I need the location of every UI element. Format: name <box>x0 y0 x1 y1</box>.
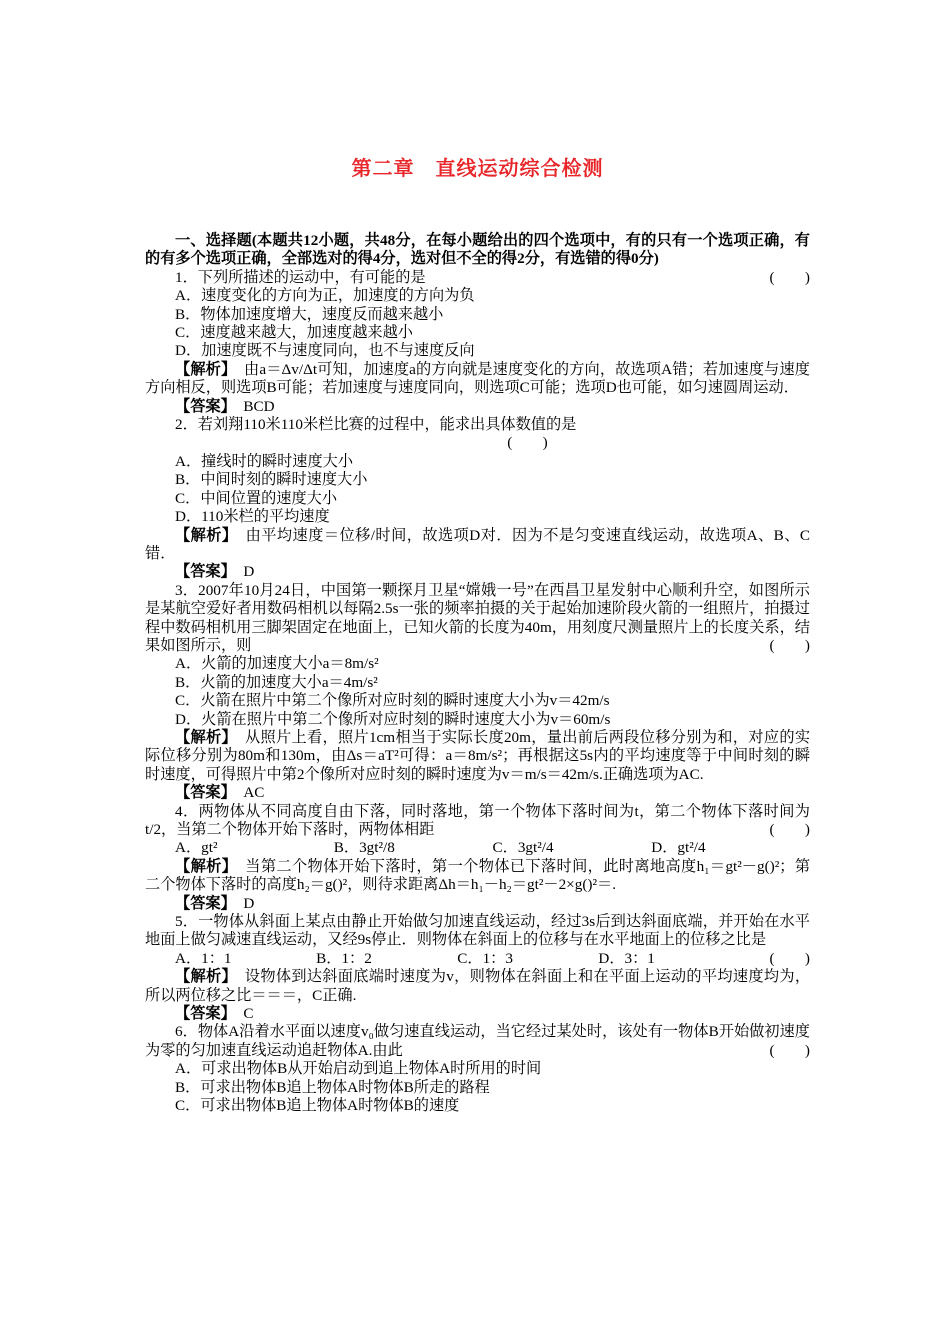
question-1-option-c: C．速度越来越大，加速度越来越小 <box>175 324 413 342</box>
question-3-answer <box>145 784 810 802</box>
answer-tag: 【答案】 <box>175 563 229 581</box>
question-1-option-d: D．加速度既不与速度同向，也不与速度反向 <box>175 342 475 360</box>
question-4-option-b: B．3gt²/8 <box>333 839 395 857</box>
question-6-option-b: B．可求出物体B追上物体A时物体B所走的路程 <box>175 1078 490 1096</box>
question-5-analysis-text: 设物体到达斜面底端时速度为v，则物体在斜面上和在平面上运动的平均速度均为，所以两位移之比＝＝＝，C正确. <box>145 968 811 1004</box>
section-heading: 一、选择题(本题共12小题，共48分，在每小题给出的四个选项中，有的只有一个选项正确，有的有多个选项正确，全部选对的得4分，选对但不全的得2分，有选错的得0分) <box>145 232 810 268</box>
question-6-text: 6．物体A沿着水平面以速度v₀做匀速直线运动，当它经过某处时，该处有一物体B开始做初速度为零的匀加速直线运动追赶物体A.由此 <box>145 1023 810 1059</box>
question-6-option-a: A．可求出物体B从开始启动到追上物体A时所用的时间 <box>175 1060 542 1078</box>
answer-tag: 【答案】 <box>175 1005 229 1023</box>
answer-blank: ( ) <box>507 434 548 452</box>
question-4-text: 4．两物体从不同高度自由下落，同时落地，第一个物体下落时间为t，第二个物体下落时间为t/2，当第二个物体开始下落时，两物体相距 <box>145 802 810 838</box>
question-1-option-b: B．物体加速度增大，速度反而越来越小 <box>175 305 444 323</box>
analysis-tag: 【解析】 <box>175 728 230 746</box>
question-content <box>145 232 810 1116</box>
question-3-option-c: C．火箭在照片中第二个像所对应时刻的瞬时速度大小为v＝42m/s <box>175 692 610 710</box>
question-3-analysis-text: 从照片上看，照片1cm相当于实际长度20m，量出前后两段位移分别为和，对应的实际位移分别为80m和130m，由Δs＝aT²可得：a＝8m/s²；再根据这5s内的平均速度等于中间时刻的瞬时速度，可得照片中第2个像所对应时刻的瞬时速度为v＝m/s＝42m/s.正确选项为AC. <box>145 728 811 783</box>
question-2-analysis-text: 由平均速度＝位移/时间，故选项D对．因为不是匀变速直线运动，故选项A、B、C错． <box>145 526 811 562</box>
answer-tag: 【答案】 <box>175 784 229 802</box>
question-3-option-d: D．火箭在照片中第二个像所对应时刻的瞬时速度大小为v＝60m/s <box>175 710 611 728</box>
answer-blank: ( ) <box>769 949 810 967</box>
question-5-options <box>145 950 740 968</box>
question-6-stem <box>145 1023 810 1060</box>
question-5-option-c: C．1：3 <box>457 949 513 967</box>
question-3-option-a: A．火箭的加速度大小a＝8m/s² <box>175 655 379 673</box>
answer-tag: 【答案】 <box>175 894 229 912</box>
question-2-stem: 2．若刘翔110米110米栏比赛的过程中，能求出具体数值的是 <box>175 416 577 434</box>
question-4-answer-text: D <box>243 894 255 912</box>
question-4-answer <box>145 895 810 913</box>
question-3-analysis <box>145 729 810 784</box>
question-3-answer-text: AC <box>243 784 265 802</box>
question-1-analysis <box>145 361 810 398</box>
question-3-option-b: B．火箭的加速度大小a＝4m/s² <box>175 673 378 691</box>
question-5-text: 5．一物体从斜面上某点由静止开始做匀加速直线运动，经过3s后到达斜面底端，并开始在水平地面上做匀减速直线运动，又经9s停止．则物体在斜面上的位移与在水平地面上的位移之比是 <box>145 913 810 949</box>
question-4-analysis-text: 当第二个物体开始下落时，第一个物体已下落时间，此时离地高度h₁＝gt²－g()²；第二个物体下落时的高度h₂＝g()²，则待求距离Δh＝h₁－h₂＝gt²－2×g()²＝. <box>145 857 811 894</box>
question-1-option-a: A．速度变化的方向为正，加速度的方向为负 <box>175 287 475 305</box>
question-6-option-c: C．可求出物体B追上物体A时物体B的速度 <box>175 1097 460 1115</box>
question-4-option-d: D．gt²/4 <box>651 839 706 857</box>
question-4-options <box>145 839 810 857</box>
question-2-option-b: B．中间时刻的瞬时速度大小 <box>175 471 368 489</box>
question-1-text: 1．下列所描述的运动中，有可能的是 <box>175 268 426 286</box>
answer-blank: ( ) <box>769 821 810 838</box>
question-5-option-d: D．3：1 <box>598 949 655 967</box>
question-5-option-b: B．1：2 <box>316 949 372 967</box>
question-1-stem <box>145 269 810 287</box>
question-4-option-a: A．gt² <box>175 839 218 857</box>
question-5-option-a: A．1：1 <box>175 949 232 967</box>
analysis-tag: 【解析】 <box>175 526 230 544</box>
question-3-stem <box>145 582 810 656</box>
analysis-tag: 【解析】 <box>175 968 230 986</box>
question-4-option-c: C．3gt²/4 <box>492 839 554 857</box>
analysis-tag: 【解析】 <box>175 857 230 875</box>
question-2-option-c: C．中间位置的速度大小 <box>175 489 338 507</box>
question-2-answer <box>145 563 810 581</box>
question-2-option-d: D．110米栏的平均速度 <box>175 508 330 526</box>
question-2-option-a: A．撞线时的瞬时速度大小 <box>175 452 354 470</box>
question-5-answer-text: C <box>243 1005 254 1023</box>
question-1-analysis-text: 由a＝Δv/Δt可知，加速度a的方向就是速度变化的方向，故选项A错；若加速度与速度方向相反，则选项B可能；若加速度与速度同向，则选项C可能；选项D也可能，如匀速圆周运动． <box>145 360 810 397</box>
answer-blank: ( ) <box>769 636 810 654</box>
question-5-analysis <box>145 968 810 1005</box>
analysis-tag: 【解析】 <box>175 360 229 378</box>
question-2-analysis <box>145 527 810 564</box>
answer-blank: ( ) <box>769 268 810 286</box>
question-2-answer-text: D <box>243 563 255 581</box>
answer-blank: ( ) <box>769 1041 810 1059</box>
question-1-answer <box>145 398 810 416</box>
question-1-answer-text: BCD <box>243 397 275 415</box>
question-5-answer <box>145 1005 810 1023</box>
question-3-text: 3．2007年10月24日，中国第一颗探月卫星“嫦娥一号”在西昌卫星发射中心顺利升空，如图所示是某航空爱好者用数码相机以每隔2.5s一张的频率拍摄的关于起始加速阶段火箭的一组照片，拍摄过程中数码相机用三脚架固定在地面上，已知火箭的长度为40m，用刻度尺测量照片上的长度关系，结果如图所示，则 <box>145 581 810 654</box>
question-4-analysis <box>145 858 810 895</box>
answer-tag: 【答案】 <box>175 397 229 415</box>
question-4-stem <box>145 803 810 840</box>
page-title: 第二章 直线运动综合检测 <box>351 158 604 180</box>
